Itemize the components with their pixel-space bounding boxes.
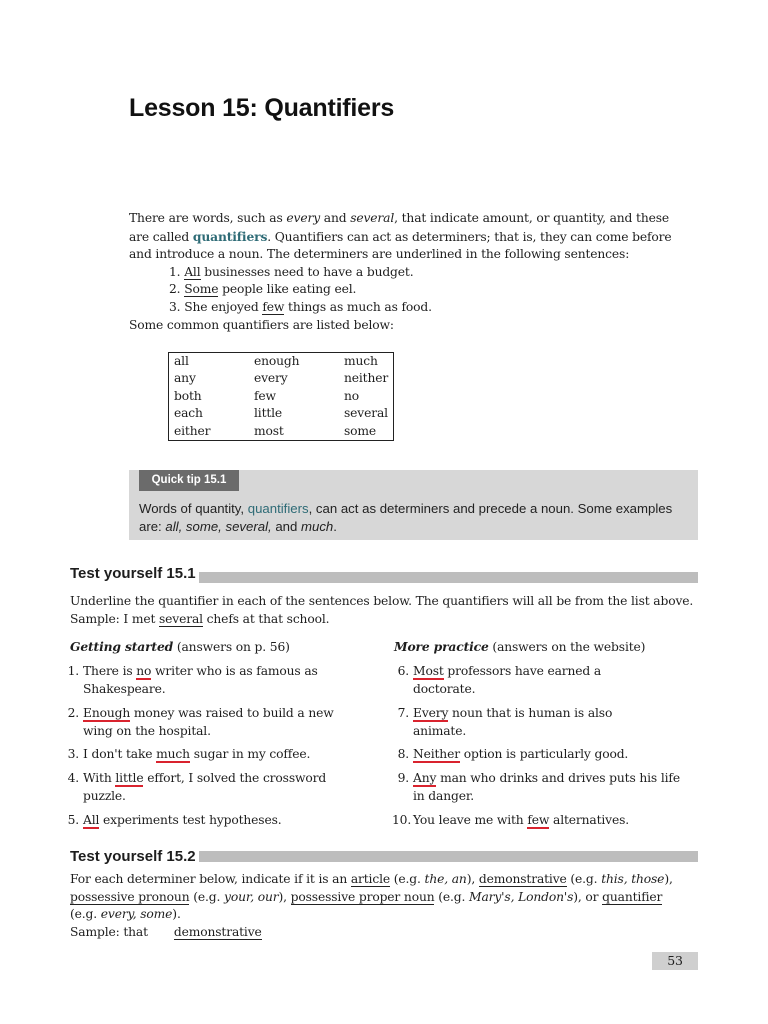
answer-underline: Any: [413, 771, 437, 785]
list-item: 7. Every noun that is human is also animate.: [397, 706, 613, 738]
list-item: 10. You leave me with few alternatives.: [392, 813, 629, 827]
table-row: either most some: [174, 423, 377, 438]
heading-bar: [199, 572, 698, 583]
answer-underline: few: [527, 813, 550, 827]
test2-sample: Sample: that demonstrative: [70, 924, 262, 939]
list-item: 5. All experiments test hypotheses.: [67, 813, 282, 827]
test1-heading: Test yourself 15.1: [70, 565, 196, 582]
answer-underline: Enough: [83, 706, 131, 720]
list-intro: Some common quantifiers are listed below:: [129, 317, 394, 332]
answer-underline: Every: [413, 706, 449, 720]
keyword-quantifiers: quantifiers: [192, 228, 268, 244]
table-row: any every neither: [174, 371, 389, 386]
table-row: each little several: [174, 406, 388, 421]
left-column-heading: Getting started (answers on p. 56): [70, 639, 290, 654]
list-item: 8. Neither option is particularly good.: [397, 747, 629, 761]
table-row: all enough much: [174, 354, 378, 368]
list-item: 9. Any man who drinks and drives puts his life in danger.: [397, 771, 680, 803]
answer-underline: Neither: [413, 747, 460, 761]
answer-underline: All: [83, 813, 100, 827]
list-item: 4. With little effort, I solved the crossword puzzle.: [67, 771, 327, 803]
test1-instructions: Underline the quantifier in each of the sentences below. The quantifiers will all be from the list above. Sample: I met several chefs at that school.: [70, 593, 710, 628]
test2-heading: Test yourself 15.2: [70, 848, 196, 865]
quantifier-table: [168, 352, 394, 441]
list-item: 6. Most professors have earned a doctorate.: [397, 664, 602, 696]
quick-tip-label: Quick tip 15.1: [139, 470, 239, 491]
example-2: 2. Some people like eating eel.: [169, 282, 357, 297]
intro-line-3: and introduce a noun. The determiners are underlined in the following sentences:: [129, 247, 630, 262]
list-item: 1. There is no writer who is as famous as Shakespeare.: [67, 664, 318, 696]
page-number: 53: [652, 952, 698, 970]
right-column-heading: More practice (answers on the website): [394, 639, 646, 654]
list-item: 2. Enough money was raised to build a new wing on the hospital.: [67, 706, 334, 738]
test2-instructions: For each determiner below, indicate if it is an article (e.g. the, an), demonstrative (e.g. this, those), possessive pronoun (e.g. your, our), possessive proper noun (e.g. Mary's, London's), or quantifier (e.g. every, some). Sample: that demonstrative: [70, 871, 710, 941]
answer-underline: Most: [413, 664, 444, 678]
answer-underline: no: [136, 664, 152, 678]
list-item: 3. I don't take much sugar in my coffee.: [67, 747, 311, 761]
heading-bar: [199, 851, 698, 862]
test1-sample: Sample: I met several chefs at that school.: [70, 611, 330, 626]
table-row: both few no: [174, 388, 360, 403]
example-1: 1. All businesses need to have a budget.: [169, 264, 414, 279]
quick-tip-text: Words of quantity, quantifiers, can act as determiners and precede a noun. Some examples are: all, some, several, and much.: [139, 501, 673, 534]
page-title: Lesson 15: Quantifiers: [129, 94, 395, 122]
example-3: 3. She enjoyed few things as much as food.: [169, 299, 432, 314]
intro-text: [129, 210, 709, 334]
intro-line-1: There are words, such as every and several, that indicate amount, or quantity, and these: [129, 211, 670, 225]
answer-underline: little: [115, 771, 144, 785]
intro-line-2: are called quantifiers. Quantifiers can act as determiners; that is, they can come before: [129, 228, 672, 244]
answer-underline: much: [156, 747, 190, 761]
